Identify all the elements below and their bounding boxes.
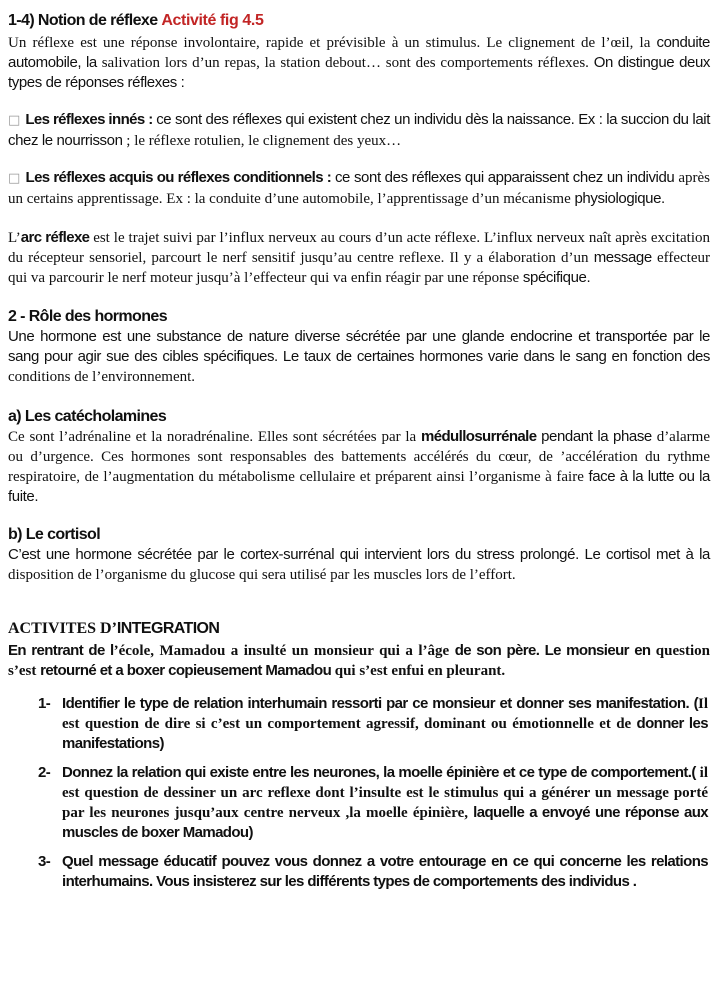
- text-run: face à la lutte ou la fuite.: [8, 468, 710, 505]
- text-run: laquelle a envoyé une réponse aux muscles de boxer Mamadou): [62, 804, 709, 841]
- text-run: qui s’est enfui en pleurant.: [334, 663, 506, 679]
- text-run: a) Les catécholamines: [8, 408, 167, 425]
- text-run: effecteur qui va parcourir le nerf moteur jusqu’à l’effecteur qui va enfin réagir par une réponse: [8, 250, 710, 286]
- text-run: de son père. Le monsieur en: [454, 642, 656, 659]
- text-run: ’école, Mamadou a insulté un monsieur qui a l’âge: [113, 643, 455, 659]
- hormones-para: [8, 327, 710, 387]
- catecholamines-heading: [8, 407, 710, 427]
- document-body: [8, 11, 710, 892]
- question-3: [8, 852, 710, 892]
- text-run: 2 - Rôle des hormones: [8, 308, 167, 325]
- text-run: Les réflexes innés :: [25, 111, 157, 128]
- text-run: En rentrant de l: [8, 642, 114, 659]
- text-run: Donnez la relation qui existe entre les neurones, la moelle épinière et ce type de comportement.(: [62, 764, 700, 781]
- text-run: Un réflexe est une réponse involontaire, rapide et prévisible à un stimulus. Le clignement de l’œil, la: [8, 35, 657, 51]
- text-run: arc réflexe: [20, 229, 94, 246]
- text-run: Il est question de dire si c’est un comportement agressif, dominant ou émotionnelle et de: [62, 696, 708, 732]
- text-run: Quel message éducatif pouvez vous donnez a votre entourage en ce qui concerne les relations interhumains. Vous insisterez sur les différents types de comportements des individus .: [62, 853, 708, 890]
- text-run: après un certains apprentissage. Ex : la conduite d’une automobile, l’apprentissage d’un mécanisme: [8, 170, 710, 207]
- text-run: L’: [8, 230, 21, 246]
- text-run: spécifique.: [522, 269, 591, 286]
- missing-glyph-box-icon: □: [8, 113, 21, 128]
- text-run: donner les manifestations): [62, 715, 708, 752]
- text-run: message: [593, 249, 657, 266]
- text-run: question s’est: [8, 643, 710, 679]
- text-run: médullosurrénale: [421, 428, 542, 445]
- text-run: pendant la phase: [541, 428, 657, 445]
- text-run: d’alarme ou d’urgence. Ces hormones sont responsables des battements accélérés du cœur, de ’accélération du rythme respiratoire, de l’augmentation du métabolisme cellulaire et préparent ainsi l’organisme à faire: [8, 429, 710, 485]
- question-2: [8, 763, 710, 843]
- text-run: Les réflexes acquis ou réflexes conditionnels :: [25, 169, 335, 186]
- section-1-4-heading: [8, 11, 710, 31]
- text-run: conditions de l’environnement.: [8, 369, 196, 385]
- activities-intro-para: [8, 641, 710, 681]
- acquired-reflex-bullet: [8, 168, 710, 209]
- missing-glyph-box-icon: □: [8, 171, 21, 186]
- cortisol-para: [8, 545, 710, 585]
- text-run: salivation lors d’un repas, la station debout… sont des comportements réflexes.: [101, 55, 594, 71]
- activities-heading: [8, 619, 710, 639]
- text-run: C’est une hormone sécrétée par le cortex-surrénal qui intervient lors du stress prolongé. Le cortisol met à la: [8, 546, 710, 563]
- text-run: Identifier le type de relation interhumain ressorti par ce monsieur et donner ses manifestation. (: [62, 695, 698, 712]
- reflex-intro-para: [8, 33, 710, 93]
- text-run: physiologique.: [574, 190, 665, 207]
- catecholamines-para: [8, 427, 710, 507]
- list-item-text: [62, 763, 710, 843]
- text-run: conduite automobile, la: [8, 34, 710, 71]
- text-run: ce sont des réflexes qui apparaissent chez un individu: [334, 169, 679, 186]
- text-run: retourné et a boxer copieusement Mamadou: [40, 662, 335, 679]
- text-run: ; le réflexe rotulien, le clignement des yeux…: [122, 133, 402, 149]
- text-run: Ce sont l’adrénaline et la noradrénaline. Elles sont sécrétées par la: [8, 429, 422, 445]
- text-run: il est question de dessiner un arc reflexe dont l’insulte est le stimulus qui a générer un message porté par les neurones jusqu’aux centre nerveux ,la moelle épinière,: [62, 765, 708, 821]
- arc-reflexe-para: [8, 228, 710, 288]
- text-run: INTEGRATION: [116, 620, 220, 637]
- text-run: Une hormone est une substance de nature diverse sécrétée par une glande endocrine et transportée par le sang pour agir sue des cibles spécifiques. Le taux de certaines hormones varie dans le sang en fonction des: [8, 328, 710, 365]
- list-marker: 3-: [38, 853, 51, 870]
- list-item-text: [62, 694, 710, 754]
- text-run: ACTIVITES D’: [8, 620, 117, 637]
- cortisol-heading: [8, 525, 710, 545]
- text-run: b) Le cortisol: [8, 526, 101, 543]
- list-marker: 2-: [38, 764, 51, 781]
- text-run: est le trajet suivi par l’influx nerveux au cours d’un acte réflexe. L’influx nerveux naît après excitation du récepteur sensoriel, parcourt le nerf sensitif jusqu’au centre reflexe. Il y a élaboration d’un: [8, 230, 710, 266]
- hormones-heading: [8, 307, 710, 327]
- text-run: On distingue deux types de réponses réflexes :: [8, 54, 710, 91]
- list-item-text: [62, 852, 710, 892]
- list-marker: 1-: [38, 695, 51, 712]
- text-run: Activité fig 4.5: [161, 12, 264, 29]
- text-run: disposition de l’organisme du glucose qui sera utilisé par les muscles lors de l’effort.: [8, 567, 516, 583]
- text-run: 1-4) Notion de réflexe: [8, 12, 162, 29]
- innate-reflex-bullet: [8, 110, 710, 151]
- text-run: ce sont des réflexes qui existent chez un individu dès la naissance. Ex : la succion du lait chez le nourrisson: [8, 111, 710, 149]
- question-1: [8, 694, 710, 754]
